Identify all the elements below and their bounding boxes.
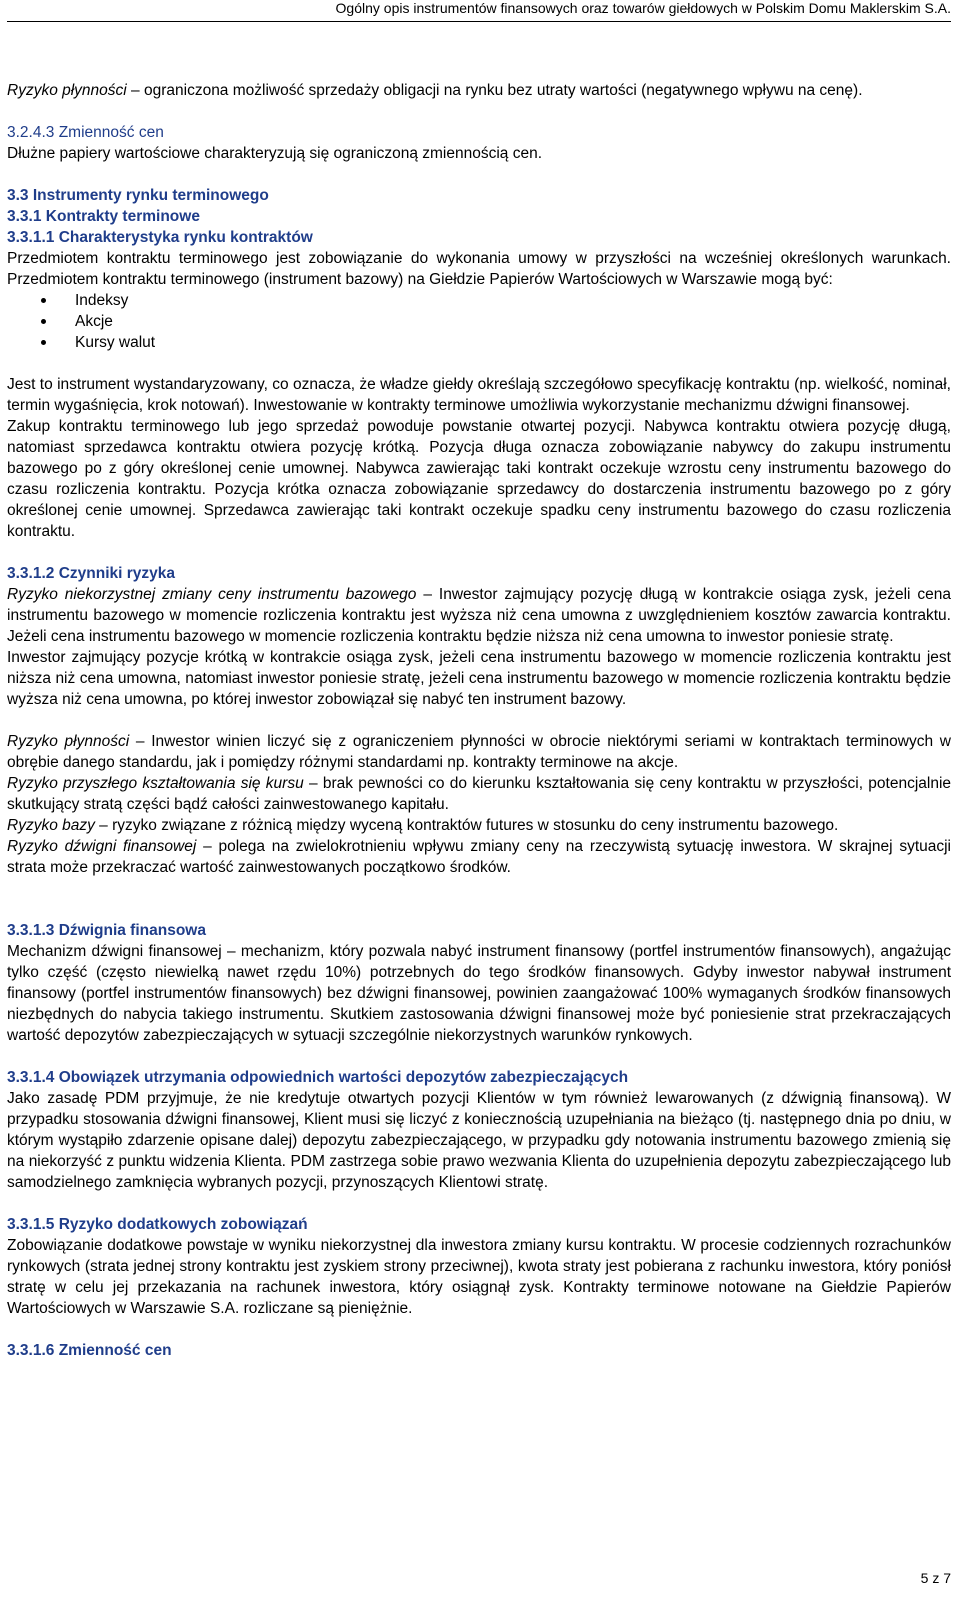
text: – Inwestor winien liczyć się z ograniczeniem płynności w obrocie niektórymi seriami w kontraktach terminowych w obrębie danego standardu, jak i pomiędzy różnymi standardami np. kontrakty terminowe na akcje. (7, 733, 951, 771)
term: Ryzyko przyszłego kształtowania się kursu (7, 775, 304, 792)
heading-3-3: 3.3 Instrumenty rynku terminowego (7, 187, 269, 204)
term: Ryzyko płynności (7, 82, 127, 99)
text: – polega na zwielokrotnieniu wpływu zmiany ceny na rzeczywistą sytuację inwestora. W skrajnej sytuacji strata może przekraczać wartość zainwestowanych początkowo środków. (7, 838, 952, 876)
paragraph-risk-rate (7, 773, 951, 815)
paragraph: Mechanizm dźwigni finansowej – mechanizm, który pozwala nabyć instrument finansowy (portfel instrumentów finansowych), angażując tylko część (często niewielką nawet rzędu 10%) potrzebnych do tego środków finansowych. Gdyby inwestor nabywał instrument finansowy (portfel instrumentów finansowych) bez dźwigni finansowej, powinien zaangażować 100% wymaganych środków finansowych niezbędnych do nabycia takiego instrumentu. Skutkiem zastosowania dźwigni finansowej może być poniesienie strat przekraczających wartość depozytów zabezpieczających w sytuacji szczególnie niekorzystnych warunków rynkowych. (7, 943, 951, 1044)
heading-3-3-1-1: 3.3.1.1 Charakterystyka rynku kontraktów (7, 229, 313, 246)
paragraph-risk-liquidity (7, 731, 951, 773)
text: – brak pewności co do kierunku kształtowania się ceny kontraktu w przyszłości, potencjalnie skutkujący stratą części bądź całości zainwestowanego kapitału. (7, 775, 952, 813)
heading-3-3-1-5: 3.3.1.5 Ryzyko dodatkowych zobowiązań (7, 1216, 308, 1233)
page-number: 5 z 7 (920, 1570, 951, 1586)
list-item: Akcje (75, 311, 951, 332)
text: – ryzyko związane z różnicą między wyceną kontraktów futures w stosunku do ceny instrumentu bazowego. (94, 817, 839, 834)
paragraph: Zakup kontraktu terminowego lub jego sprzedaż powoduje powstanie otwartej pozycji. Nabywca kontraktu otwiera pozycję długą, natomiast sprzedawca kontraktu otwiera pozycję krótką. Pozycja długa oznacza zobowiązanie nabywcy do zakupu instrumentu bazowego po z góry określonej cenie umownej. Nabywca zawierając taki kontrakt oczekuje wzrostu ceny instrumentu bazowego do czasu rozliczenia kontraktu. Pozycja krótka oznacza zobowiązanie sprzedawcy do dostarczenia instrumentu bazowego po z góry określonej cenie umownej. Sprzedawca zawierając taki kontrakt oczekuje spadku ceny instrumentu bazowego do czasu rozliczenia kontraktu. (7, 418, 951, 540)
document-body (7, 80, 951, 1361)
term: Ryzyko bazy (7, 817, 95, 834)
list-item: Kursy walut (75, 332, 951, 353)
term: Ryzyko niekorzystnej zmiany ceny instrumentu bazowego (7, 586, 417, 603)
paragraph-risk-price (7, 584, 951, 647)
paragraph: Jest to instrument wystandaryzowany, co oznacza, że władze giełdy określają szczegółowo specyfikację kontraktu (np. wielkość, nominał, termin wygaśnięcia, krok notowań). Inwestowanie w kontrakty terminowe umożliwia wykorzystanie mechanizmu dźwigni finansowej. (7, 376, 951, 414)
paragraph-liquidity-risk (7, 80, 951, 101)
term: Ryzyko płynności (7, 733, 130, 750)
paragraph-risk-basis (7, 815, 951, 836)
heading-3-2-4-3: 3.2.4.3 Zmienność cen (7, 124, 164, 141)
heading-3-3-1-2: 3.3.1.2 Czynniki ryzyka (7, 565, 176, 582)
text: – ograniczona możliwość sprzedaży obligacji na rynku bez utraty wartości (negatywnego wpływu na cenę). (126, 82, 863, 99)
heading-3-3-1-3: 3.3.1.3 Dźwignia finansowa (7, 922, 206, 939)
text: – Inwestor zajmujący pozycję długą w kontrakcie osiąga zysk, jeżeli cena instrumentu bazowego w momencie rozliczenia kontraktu jest wyższa niż cena umowna z uwzględnieniem kosztów zawarcia kontraktu. Jeżeli cena instrumentu bazowego w momencie rozliczenia kontraktu będzie niższa niż cena umowna to inwestor poniesie stratę. (7, 586, 951, 645)
term: Ryzyko dźwigni finansowej (7, 838, 197, 855)
underlying-list (7, 290, 951, 353)
paragraph-risk-leverage (7, 836, 951, 878)
paragraph: Inwestor zajmujący pozycje krótką w kontrakcie osiąga zysk, jeżeli cena instrumentu bazowego w momencie rozliczenia kontraktu jest niższa niż cena umowna, natomiast inwestor poniesie stratę, jeżeli cena instrumentu bazowego w momencie rozliczenia kontraktu będzie wyższa niż cena umowna, po której inwestor zobowiązał się nabyć ten instrument bazowy. (7, 649, 951, 708)
list-item: Indeksy (75, 290, 951, 311)
paragraph: Zobowiązanie dodatkowe powstaje w wyniku niekorzystnej dla inwestora zmiany kursu kontraktu. W procesie codziennych rozrachunków rynkowych (strata jednej strony kontraktu jest zyskiem strony przeciwnej), kwota straty jest pobierana z rachunku inwestora, który poniósł stratę w celu jej przekazania na rachunek inwestora, który osiągnął zysk. Kontrakty terminowe notowane na Giełdzie Papierów Wartościowych w Warszawie S.A. rozliczane są pieniężnie. (7, 1237, 951, 1317)
heading-3-3-1-6: 3.3.1.6 Zmienność cen (7, 1342, 172, 1359)
paragraph: Jako zasadę PDM przyjmuje, że nie kredytuje otwartych pozycji Klientów w tym również lewarowanych (z dźwignią finansową). W przypadku stosowania dźwigni finansowej, Klient musi się liczyć z koniecznością uzupełniania na bieżąco (tj. następnego dnia po dniu, w którym wystąpiło zdarzenie opisane dalej) depozytu zabezpieczającego, w przypadku gdy notowania instrumentu bazowego zmienią się na niekorzyść z punktu widzenia Klienta. PDM zastrzega sobie prawo wezwania Klienta do uzupełnienia depozytu zabezpieczającego lub samodzielnego zamknięcia wybranych pozycji, przynoszących Klientowi stratę. (7, 1090, 951, 1191)
running-header: Ogólny opis instrumentów finansowych oraz towarów giełdowych w Polskim Domu Maklerskim S.A. (335, 0, 951, 16)
paragraph: Dłużne papiery wartościowe charakteryzują się ograniczoną zmiennością cen. (7, 145, 543, 162)
paragraph: Przedmiotem kontraktu terminowego jest zobowiązanie do wykonania umowy w przyszłości na wcześniej określonych warunkach. Przedmiotem kontraktu terminowego (instrument bazowy) na Giełdzie Papierów Wartościowych w Warszawie mogą być: (7, 250, 951, 288)
header-divider (7, 21, 951, 22)
heading-3-3-1-4: 3.3.1.4 Obowiązek utrzymania odpowiednich wartości depozytów zabezpieczających (7, 1069, 629, 1086)
heading-3-3-1: 3.3.1 Kontrakty terminowe (7, 208, 200, 225)
